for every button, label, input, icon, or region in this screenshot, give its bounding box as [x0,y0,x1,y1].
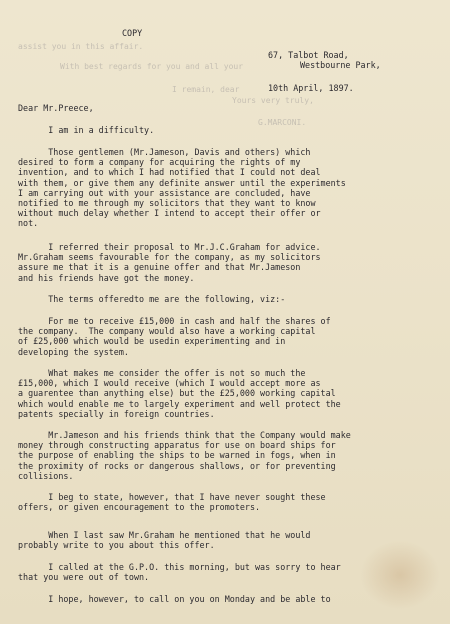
bleed-through-line: I remain, dear [172,85,240,94]
body-paragraph: I beg to state, however, that I have never sought these offers, or given encouragement to the promoters. [18,492,326,513]
body-paragraph: I hope, however, to call on you on Monday and be able to [18,594,331,604]
address-line: Westbourne Park, [300,60,381,70]
body-paragraph: I called at the G.P.O. this morning, but was sorry to hear that you were out of town. [18,562,341,583]
body-paragraph: When I last saw Mr.Graham he mentioned that he would probably write to you about this offer. [18,530,311,551]
bleed-through-line: Yours very truly, [232,96,314,105]
bleed-through-line: With best regards for you and all your [60,62,244,71]
body-paragraph: The terms offeredto me are the following, viz:- [18,294,286,304]
salutation: Dear Mr.Preece, [18,103,94,113]
body-paragraph: Mr.Jameson and his friends think that the Company would make money through constructing apparatus for use on board ships for the purpose of enabling the ships to be warned in fogs, when in the proximity of rocks or dangerous shallows, or for preventing collisions. [18,430,351,481]
bleed-through-line: assist you in this affair. [18,42,144,51]
bleed-through-line: G.MARCONI. [258,118,307,127]
letter-date: 10th April, 1897. [268,83,354,93]
body-paragraph: I am in a difficulty. [18,125,155,135]
address-line: 67, Talbot Road, [268,50,349,60]
body-paragraph: What makes me consider the offer is not so much the £15,000, which I would receive (which I would accept more as a guarentee than anything else) but the £25,000 working capital which would enable me to largely experiment and well protect the patents specially in foreign countries. [18,368,341,419]
body-paragraph: Those gentlemen (Mr.Jameson, Davis and others) which desired to form a company for acquiring the rights of my invention, and to which I had notified that I could not deal with them, or give them any definite answer until the experiments I am carrying out with your assistance are concluded, have notified to me through my solicitors that they want to know without much delay whether I intend to accept their offer or not. [18,147,346,229]
body-paragraph: For me to receive £15,000 in cash and half the shares of the company. The company would also have a working capital of £25,000 which would be usedin experimenting and in developing the system. [18,316,331,357]
copy-label: COPY [122,28,143,38]
body-paragraph: I referred their proposal to Mr.J.C.Graham for advice. Mr.Graham seems favourable for the company, as my solicitors assure me that it is a genuine offer and that Mr.Jameson and his friends have got the money. [18,242,321,283]
